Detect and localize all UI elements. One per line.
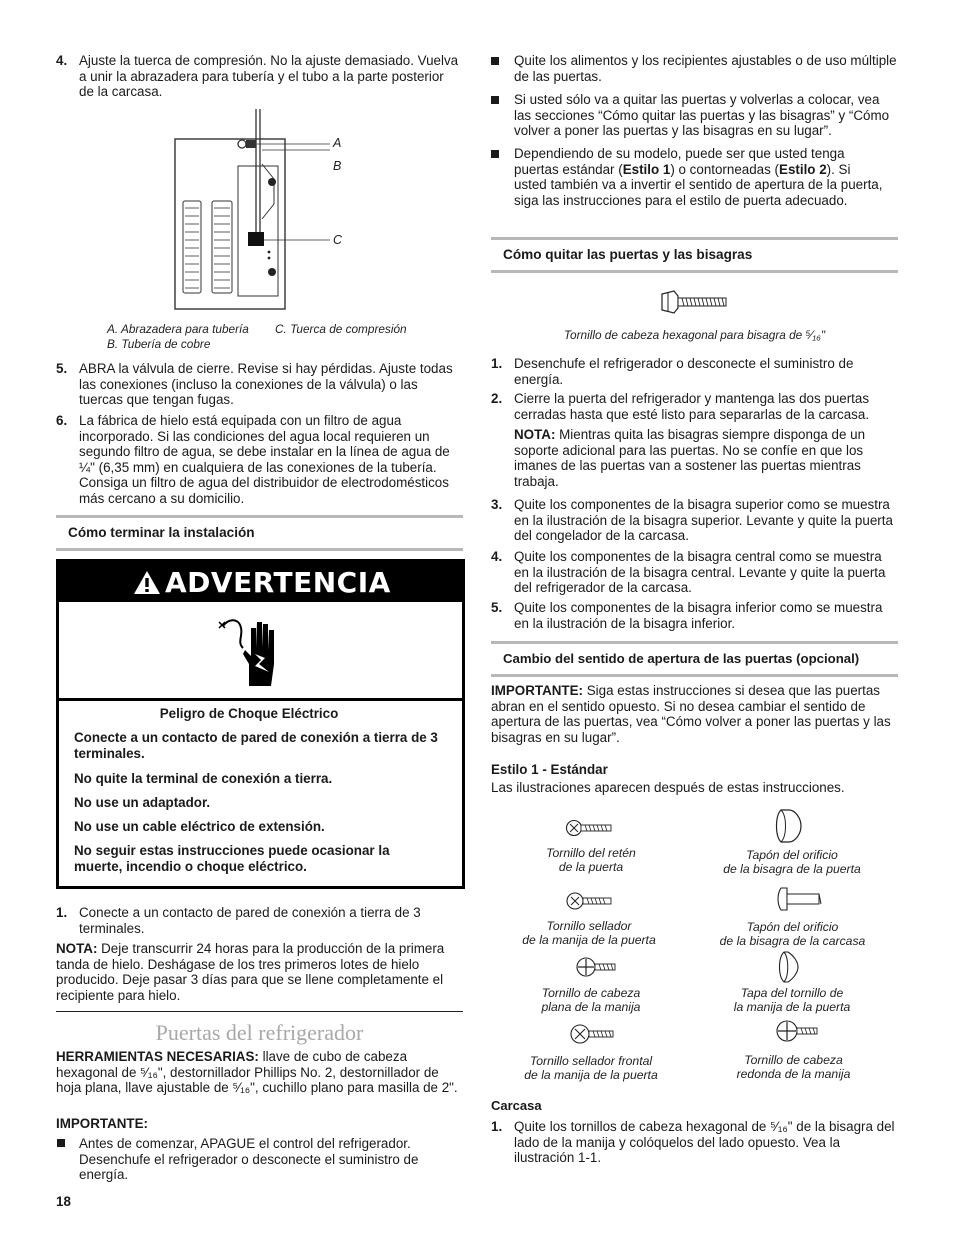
fig-caption-c: C. Tuerca de compresión: [275, 322, 407, 336]
bullet-marker: [57, 1139, 65, 1147]
fig-label-b: B: [333, 159, 342, 173]
part-6-caption: Tapa del tornillo de la manija de la puerta: [733, 986, 851, 1014]
part-3-caption: Tornillo sellador de la manija de la puerta: [522, 919, 656, 947]
bullet-marker: [491, 150, 499, 158]
warning-line-1: Conecte a un contacto de pared de conexión a tierra de 3 terminales.: [74, 730, 438, 761]
part-7-caption: Tornillo sellador frontal de la manija de la puerta: [524, 1054, 658, 1082]
shock-hazard-area: [59, 602, 462, 701]
bullet-marker: [491, 96, 499, 104]
part-4-caption: Tapón del orificio de la bisagra de la carcasa: [719, 920, 866, 948]
warning-hazard: Peligro de Choque Eléctrico: [159, 706, 339, 721]
bullet-2-text: Quite los alimentos y los recipientes ajustables o de uso múltiple de las puertas.: [514, 53, 897, 84]
remove-step-5-text: Quite los componentes de la bisagra inferior como se muestra en la ilustración de la bisagra inferior.: [514, 600, 883, 631]
bullet-4-text: Dependiendo de su modelo, puede ser que usted tenga puertas estándar (Estilo 1) o contorneadas (Estilo 2). Si usted también va a invertir el sentido de apertura de la puerta, siga las instrucciones para el estilo de puerta adecuado.: [514, 146, 883, 208]
cabinet-hinge-plug-icon: [775, 886, 825, 912]
remove-step-2-text: Cierre la puerta del refrigerador y mantenga las dos puertas cerradas hasta que esté listo para separarlas de la carcasa.: [514, 391, 870, 422]
page-number: 18: [56, 1194, 71, 1209]
flat-head-screw-icon: [576, 955, 618, 979]
remove-step-3-text: Quite los componentes de la bisagra superior como se muestra en la ilustración de la bisagra superior. Levante y quite la puerta del congelador de la carcasa.: [514, 497, 893, 544]
remove-step-4-number: 4.: [491, 549, 503, 564]
part-1-caption: Tornillo del retén de la puerta: [546, 846, 636, 874]
fig-caption-a: A. Abrazadera para tubería: [107, 322, 249, 336]
carcasa-step-1-number: 1.: [491, 1119, 503, 1134]
fig-label-c: C: [333, 233, 343, 247]
finish-step-1-number: 1.: [56, 905, 68, 920]
remove-step-2-nota: NOTA: Mientras quita las bisagras siempre disponga de un soporte adicional para las puertas. No se confíe en que los imanes de las puertas van a sostener las puertas mientras trabaja.: [514, 427, 866, 489]
warning-header: [59, 562, 462, 602]
part-8-caption: Tornillo de cabeza redonda de la manija: [736, 1053, 851, 1081]
fig-caption-b: B. Tubería de cobre: [107, 337, 211, 351]
finish-step-1-text: Conecte a un contacto de pared de conexión a tierra de 3 terminales.: [79, 905, 421, 936]
doors-title: Puertas del refrigerador: [155, 1020, 364, 1045]
remove-step-3-number: 3.: [491, 497, 503, 512]
step-4-number: 4.: [56, 53, 68, 68]
step-5-text: ABRA la válvula de cierre. Revise si hay pérdidas. Ajuste todas las conexiones (incluso la conexiones de la válvula) o las tuercas que tengan fugas.: [79, 361, 453, 408]
hex-bolt-caption: Tornillo de cabeza hexagonal para bisagra de ⁵⁄₁₆": [563, 328, 826, 342]
bullet-3-text: Si usted sólo va a quitar las puertas y volverlas a colocar, vea las secciones “Cómo quitar las puertas y las bisagras” y “Cómo volver a poner las puertas y las bisagras en su lugar”.: [514, 92, 890, 139]
bullet-marker: [491, 57, 499, 65]
style-1-title: Estilo 1 - Estándar: [491, 762, 608, 777]
remove-step-2-number: 2.: [491, 391, 503, 406]
section-header-reverse-doors: Cambio del sentido de apertura de las puertas (opcional): [491, 641, 898, 677]
round-head-screw-icon: [776, 1018, 820, 1044]
door-stop-screw-icon: [566, 818, 614, 838]
rule-doors: [56, 1011, 463, 1012]
water-line-figure: [170, 104, 350, 324]
warning-triangle-icon: [133, 570, 161, 595]
step-5-number: 5.: [56, 361, 68, 376]
carcasa-heading: Carcasa: [491, 1098, 542, 1113]
front-handle-sealing-screw-icon: [570, 1022, 616, 1046]
section-header-finish-install: Cómo terminar la instalación: [56, 515, 463, 551]
warning-line-4: No use un cable eléctrico de extensión.: [74, 819, 325, 834]
remove-step-5-number: 5.: [491, 600, 503, 615]
nota-paragraph: NOTA: Deje transcurrir 24 horas para la producción de la primera tanda de hielo. Deshágase de los tres primeros lotes de hielo producido. Deje pasar 3 días para que se llene completamente el recipiente para hielo.: [56, 941, 445, 1003]
fig-label-a: A: [333, 136, 342, 150]
step-6-text: La fábrica de hielo está equipada con un filtro de agua incorporado. Si las condiciones del agua local requieren un segundo filtro de agua, se debe instalar en la línea de agua de ¼" (6,35 mm) en cualquiera de las conexiones de la tubería. Consiga un filtro de agua del distribuidor de electrodomésticos más cercano a su domicilio.: [79, 413, 450, 506]
tools-paragraph: HERRAMIENTAS NECESARIAS: llave de cubo de cabeza hexagonal de ⁵⁄₁₆", destornillador Phillips No. 2, destornillador de hoja plana, llave ajustable de ⁵⁄₁₆", cuchillo plano para masilla de 2".: [56, 1049, 458, 1096]
electric-shock-icon: [219, 614, 289, 688]
part-2-caption: Tapón del orificio de la bisagra de la puerta: [723, 848, 861, 876]
carcasa-step-1-text: Quite los tornillos de cabeza hexagonal de ⁵⁄₁₆" de la bisagra del lado de la manija y colóquelos del lado opuesto. Vea la ilustración 1-1.: [514, 1119, 895, 1166]
warning-box: [56, 559, 465, 889]
door-hinge-plug-icon: [773, 806, 807, 846]
handle-screw-cap-icon: [778, 950, 802, 984]
importante-label-left: IMPORTANTE:: [56, 1116, 148, 1131]
warning-line-3: No use un adaptador.: [74, 795, 211, 810]
warning-title: ADVERTENCIA: [165, 566, 391, 599]
warning-line-2: No quite la terminal de conexión a tierra.: [74, 771, 333, 786]
step-6-number: 6.: [56, 413, 68, 428]
remove-step-1-number: 1.: [491, 356, 503, 371]
part-5-caption: Tornillo de cabeza plana de la manija: [541, 986, 641, 1014]
style-1-text: Las ilustraciones aparecen después de estas instrucciones.: [491, 780, 845, 795]
hex-bolt-icon: [660, 290, 730, 314]
remove-step-1-text: Desenchufe el refrigerador o desconecte el suministro de energía.: [514, 356, 854, 387]
importante-paragraph: IMPORTANTE: Siga estas instrucciones si desea que las puertas abran en el sentido opuesto. Si no desea cambiar el sentido de apertura de las puertas, vea “Cómo volver a poner las puertas y las bisagras en su lugar”.: [491, 683, 891, 745]
step-4-text: Ajuste la tuerca de compresión. No la ajuste demasiado. Vuelva a unir la abrazadera para tubería y el tubo a la parte posterior de la carcasa.: [79, 53, 459, 100]
bullet-1-text: Antes de comenzar, APAGUE el control del refrigerador. Desenchufe el refrigerador o desconecte el suministro de energía.: [79, 1136, 419, 1183]
remove-step-4-text: Quite los componentes de la bisagra central como se muestra en la ilustración de la bisagra central. Levante y quite la puerta del refrigerador de la carcasa.: [514, 549, 886, 596]
section-header-remove-doors: Cómo quitar las puertas y las bisagras: [491, 237, 898, 273]
warning-line-5: No seguir estas instrucciones puede ocasionar la muerte, incendio o choque eléctrico.: [74, 843, 390, 874]
door-handle-sealing-screw-icon: [566, 890, 614, 912]
